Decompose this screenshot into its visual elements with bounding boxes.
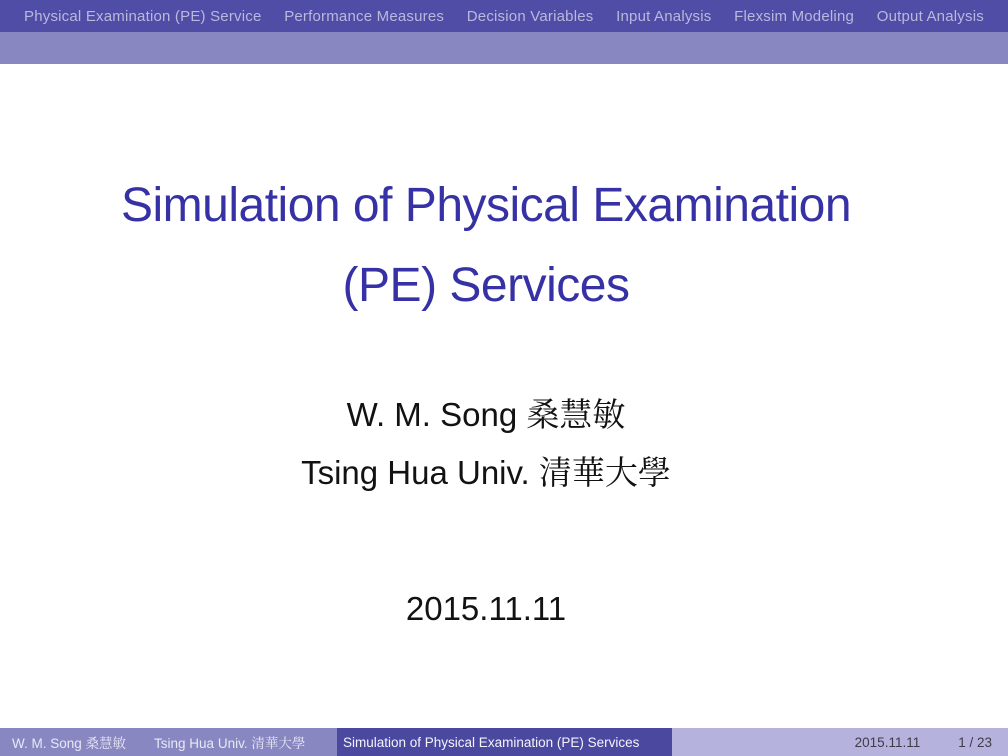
author-block (0, 386, 972, 502)
footline-date-page (672, 728, 1008, 756)
nav-section-input-analysis[interactable]: Input Analysis (616, 7, 712, 25)
slide-body (0, 64, 1008, 756)
slide-title (0, 166, 972, 326)
footline-institute: Tsing Hua Univ. 清華大學 (154, 736, 306, 751)
footline-page-number: 1 / 23 (958, 734, 992, 750)
nav-section-pe-service[interactable]: Physical Examination (PE) Service (24, 7, 262, 25)
subsection-bar (0, 32, 1008, 64)
footline (0, 728, 1008, 756)
slide-title-line1: Simulation of Physical Examination (120, 179, 852, 232)
nav-section-decision-variables[interactable]: Decision Variables (466, 7, 594, 25)
author-affiliation: Tsing Hua Univ. 清華大學 (301, 454, 671, 491)
footline-title (337, 728, 672, 756)
nav-section-output-analysis[interactable]: Output Analysis (876, 7, 984, 25)
footline-date: 2015.11.11 (854, 734, 921, 750)
footline-author: W. M. Song 桑慧敏 (12, 736, 127, 751)
slide-title-line2: (PE) Services (342, 259, 630, 312)
footline-author-institute (0, 728, 337, 756)
author-name: W. M. Song 桑慧敏 (346, 396, 626, 433)
footline-title-text: Simulation of Physical Examination (PE) Services (343, 734, 640, 750)
nav-section-flexsim-modeling[interactable]: Flexsim Modeling (734, 7, 855, 25)
nav-section-performance-measures[interactable]: Performance Measures (284, 7, 445, 25)
section-navbar (0, 0, 1008, 32)
slide-date: 2015.11.11 (405, 590, 567, 627)
